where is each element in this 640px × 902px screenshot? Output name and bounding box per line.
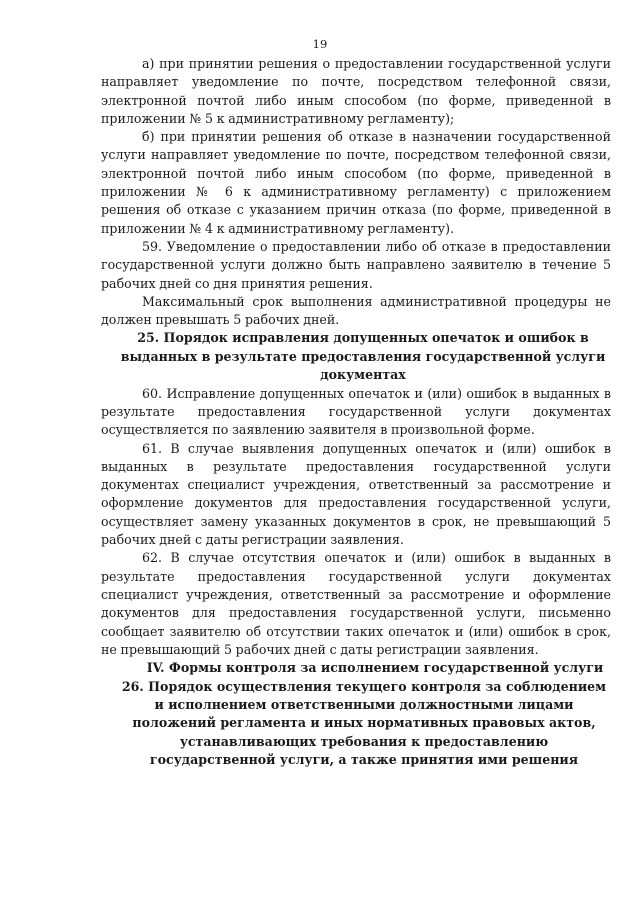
paragraph-59: 59. Уведомление о предоставлении либо об отказе в предоставлении государственной услуги должно быть направлено заявителю в течение 5 рабочих дней со дня принятия решения. bbox=[101, 238, 611, 291]
document-body bbox=[101, 55, 611, 770]
section-26-heading: 26. Порядок осуществления текущего контроля за соблюдением и исполнением ответственными должностными лицами положений регламента и иных нормативных правовых актов, устанавливающих требования к предоставлению государственной услуги, а также принятия ими решения bbox=[121, 678, 607, 768]
paragraph-max-term: Максимальный срок выполнения административной процедуры не должен превышать 5 рабочих дней. bbox=[101, 293, 611, 328]
paragraph-61: 61. В случае выявления допущенных опечаток и (или) ошибок в выданных в результате предоставления государственной услуги документах специалист учреждения, ответственный за рассмотрение и оформление документов для предоставления государственной услуги, осуществляет замену указанных документов в срок, не превышающий 5 рабочих дней с даты регистрации заявления. bbox=[101, 440, 611, 548]
page-number: 19 bbox=[312, 37, 328, 51]
paragraph-60: 60. Исправление допущенных опечаток и (или) ошибок в выданных в результате предоставления государственной услуги документах осуществляется по заявлению заявителя в произвольной форме. bbox=[101, 385, 611, 438]
paragraph-a: а) при принятии решения о предоставлении государственной услуги направляет уведомление по почте, посредством телефонной связи, электронной почтой либо иным способом (по форме, приведенной в приложении № 5 к административному регламенту); bbox=[101, 56, 611, 126]
part-4-heading: IV. Формы контроля за исполнением государственной услуги bbox=[146, 660, 604, 676]
section-25-heading: 25. Порядок исправления допущенных опечаток и ошибок в выданных в результате предоставления государственной услуги документах bbox=[120, 330, 606, 383]
paragraph-b: б) при принятии решения об отказе в назначении государственной услуги направляет уведомление по почте, посредством телефонной связи, электронной почтой либо иным способом (по форме, приведенной в приложении № 6 к административному регламенту) с приложением решения об отказе с указанием причин отказа (по форме, приведенной в приложении № 4 к административному регламенту). bbox=[101, 129, 611, 236]
paragraph-62: 62. В случае отсутствия опечаток и (или) ошибок в выданных в результате предоставления государственной услуги документах специалист учреждения, ответственный за рассмотрение и оформление документов для предоставления государственной услуги, письменно сообщает заявителю об отсутствии таких опечаток и (или) ошибок в срок, не превышающий 5 рабочих дней с даты регистрации заявления. bbox=[101, 550, 611, 657]
